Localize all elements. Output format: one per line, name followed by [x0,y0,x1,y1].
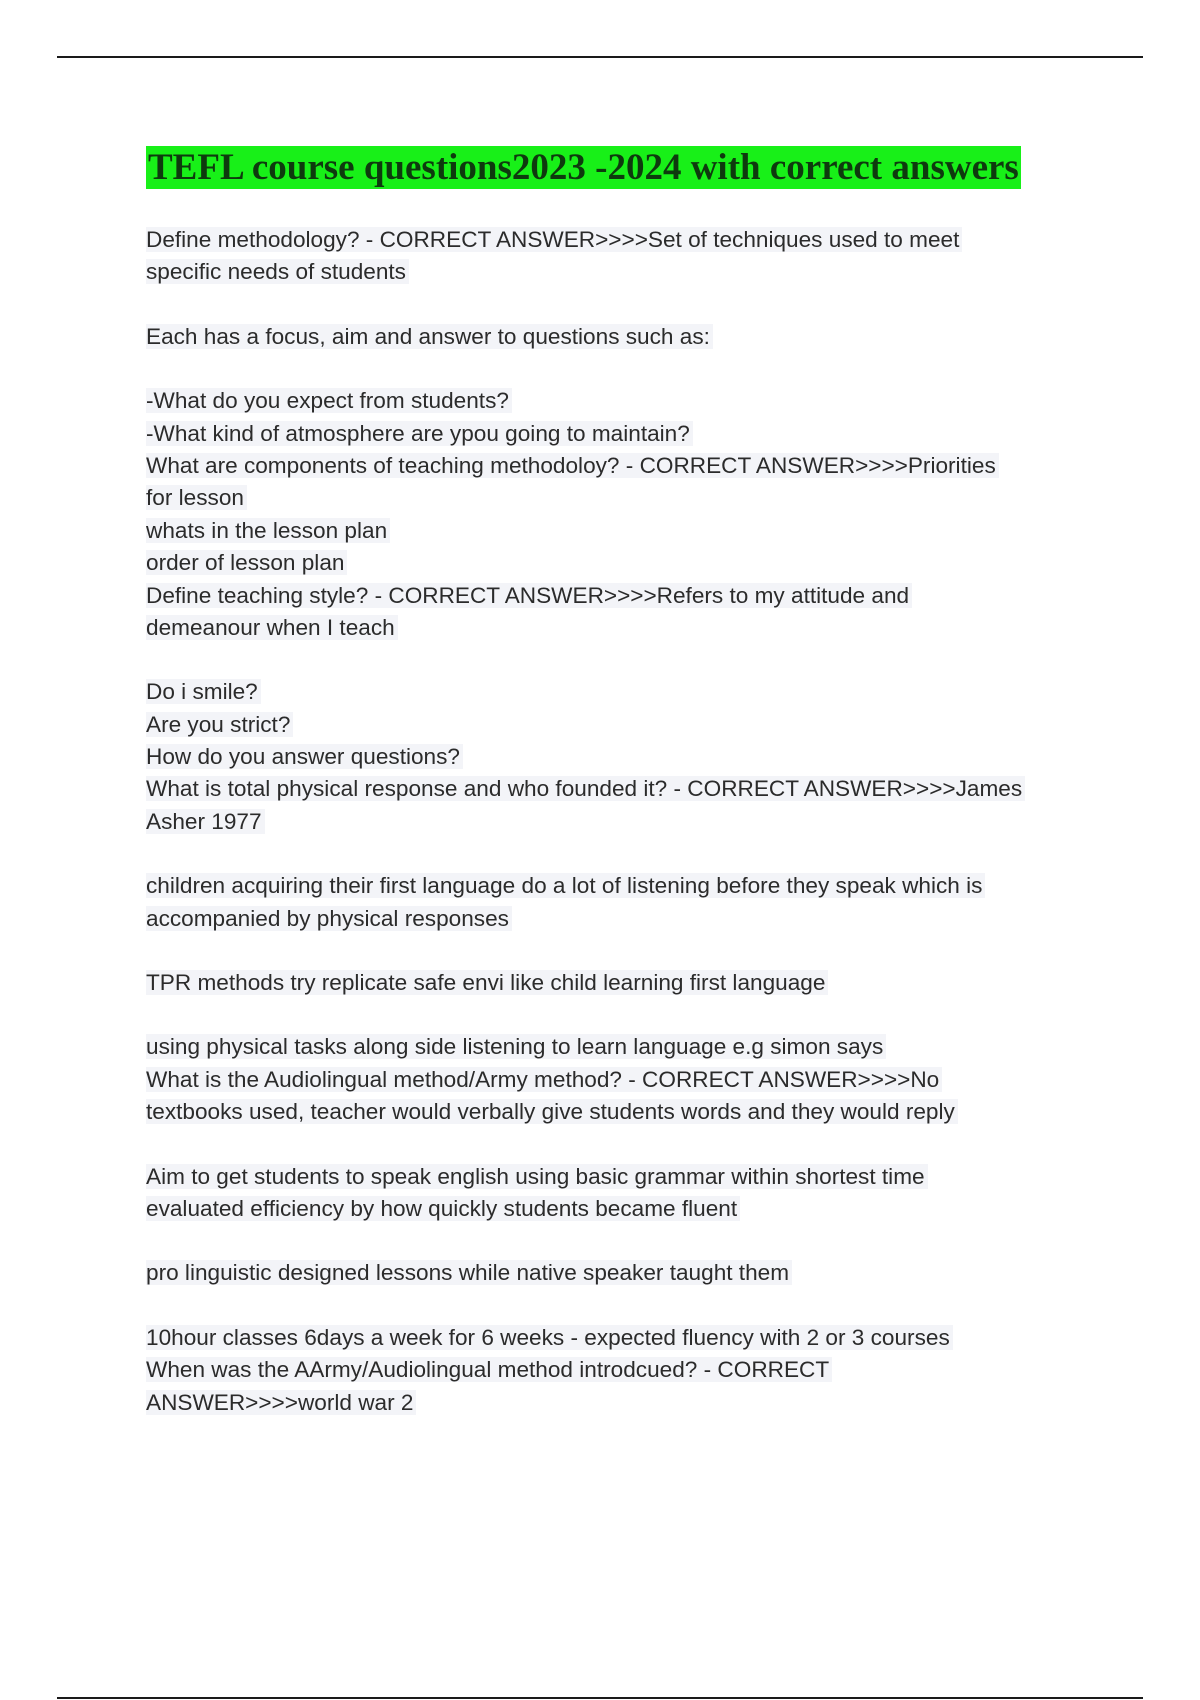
text-line [146,676,1106,708]
text-line [146,580,1106,612]
text-line [146,515,1106,547]
text-line [146,1322,1106,1354]
text-line-content: What is total physical response and who founded it? - CORRECT ANSWER>>>>James [146,776,1025,801]
text-line [146,1354,1106,1386]
text-line [146,806,1106,838]
text-line-content: TPR methods try replicate safe envi like child learning first language [146,970,828,995]
paragraph-gap [146,1225,1106,1257]
text-line [146,741,1106,773]
text-line-content: Define methodology? - CORRECT ANSWER>>>>Set of techniques used to meet [146,227,962,252]
text-line-content: -What kind of atmosphere are ypou going to maintain? [146,421,693,446]
text-line [146,1193,1106,1225]
text-line [146,1031,1106,1063]
text-line-content: children acquiring their first language do a lot of listening before they speak which is [146,873,985,898]
paragraph-gap [146,838,1106,870]
text-line-content: Asher 1977 [146,809,265,834]
text-line-content: When was the AArmy/Audiolingual method introdcued? - CORRECT [146,1357,832,1382]
text-line [146,224,1106,256]
text-line [146,256,1106,288]
text-line-content: How do you answer questions? [146,744,463,769]
text-line-content: pro linguistic designed lessons while native speaker taught them [146,1260,792,1285]
text-line-content: demeanour when I teach [146,615,398,640]
paragraph-gap [146,1129,1106,1161]
footer-rule [57,1697,1143,1699]
text-line-content: specific needs of students [146,259,409,284]
text-line-content: Do i smile? [146,679,261,704]
text-line [146,903,1106,935]
text-line-content: order of lesson plan [146,550,347,575]
text-line-content: -What do you expect from students? [146,388,512,413]
text-line-content: textbooks used, teacher would verbally give students words and they would reply [146,1099,958,1124]
text-line [146,709,1106,741]
text-line [146,1096,1106,1128]
text-line-content: ANSWER>>>>world war 2 [146,1390,416,1415]
text-line-content: Each has a focus, aim and answer to questions such as: [146,324,713,349]
text-line-content: What are components of teaching methodoloy? - CORRECT ANSWER>>>>Priorities [146,453,999,478]
text-line-content: accompanied by physical responses [146,906,512,931]
text-line-content: What is the Audiolingual method/Army method? - CORRECT ANSWER>>>>No [146,1067,942,1092]
text-line-content: 10hour classes 6days a week for 6 weeks - expected fluency with 2 or 3 courses [146,1325,953,1350]
text-line [146,967,1106,999]
text-line-content: for lesson [146,485,247,510]
text-line [146,547,1106,579]
header-rule [57,56,1143,58]
text-line [146,418,1106,450]
text-line [146,1064,1106,1096]
text-line [146,773,1106,805]
paragraph-gap [146,353,1106,385]
text-line [146,385,1106,417]
paragraph-gap [146,935,1106,967]
text-line-content: Aim to get students to speak english using basic grammar within shortest time [146,1164,928,1189]
text-line [146,1257,1106,1289]
text-line-content: Are you strict? [146,712,293,737]
text-line [146,321,1106,353]
text-line [146,1387,1106,1419]
paragraph-gap [146,289,1106,321]
document-title: TEFL course questions2023 -2024 with correct answers [148,147,1019,188]
text-line [146,1161,1106,1193]
text-line-content: whats in the lesson plan [146,518,390,543]
text-line [146,612,1106,644]
text-line [146,870,1106,902]
text-line [146,450,1106,482]
text-line-content: evaluated efficiency by how quickly students became fluent [146,1196,740,1221]
text-line-content: Define teaching style? - CORRECT ANSWER>>>>Refers to my attitude and [146,583,912,608]
paragraph-gap [146,644,1106,676]
paragraph-gap [146,1290,1106,1322]
text-line-content: using physical tasks along side listening to learn language e.g simon says [146,1034,886,1059]
document-body [146,224,1106,1419]
paragraph-gap [146,999,1106,1031]
text-line [146,482,1106,514]
